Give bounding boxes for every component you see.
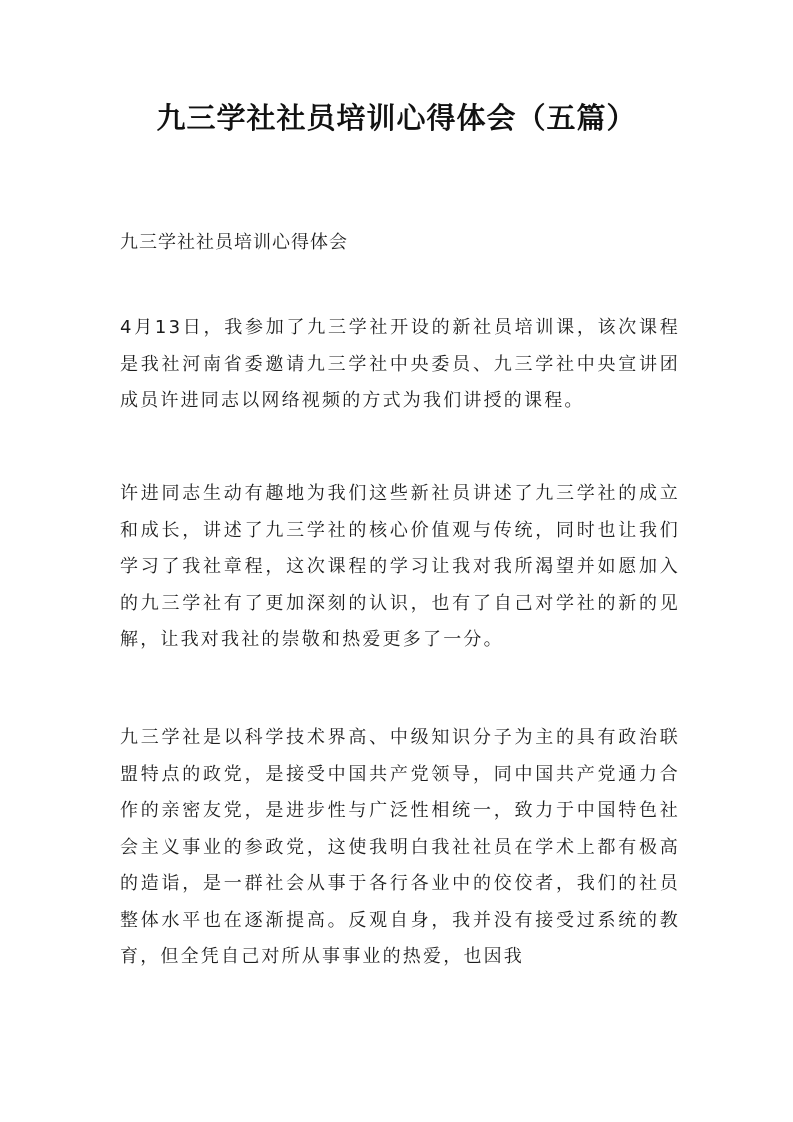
- paragraph-1: 4月13日，我参加了九三学社开设的新社员培训课，该次课程是我社河南省委邀请九三学社中央委员、九三学社中央宣讲团成员许进同志以网络视频的方式为我们讲授的课程。: [120, 317, 680, 411]
- section-heading: 九三学社社员培训心得体会: [120, 232, 348, 253]
- document-title: 九三学社社员培训心得体会（五篇）: [156, 101, 637, 135]
- paragraph-3: 九三学社是以科学技术界高、中级知识分子为主的具有政治联盟特点的政党，是接受中国共产党领导，同中国共产党通力合作的亲密友党，是进步性与广泛性相统一，致力于中国特色社会主义事业的参政党，这使我明白我社社员在学术上都有极高的造诣，是一群社会从事于各行各业中的佼佼者，我们的社员整体水平也在逐渐提高。反观自身，我并没有接受过系统的教育，但全凭自己对所从事事业的热爱，也因我: [120, 727, 680, 967]
- paragraph-2: 许进同志生动有趣地为我们这些新社员讲述了九三学社的成立和成长，讲述了九三学社的核心价值观与传统，同时也让我们学习了我社章程，这次课程的学习让我对我所渴望并如愿加入的九三学社有了更加深刻的认识，也有了自己对学社的新的见解，让我对我社的崇敬和热爱更多了一分。: [120, 483, 680, 650]
